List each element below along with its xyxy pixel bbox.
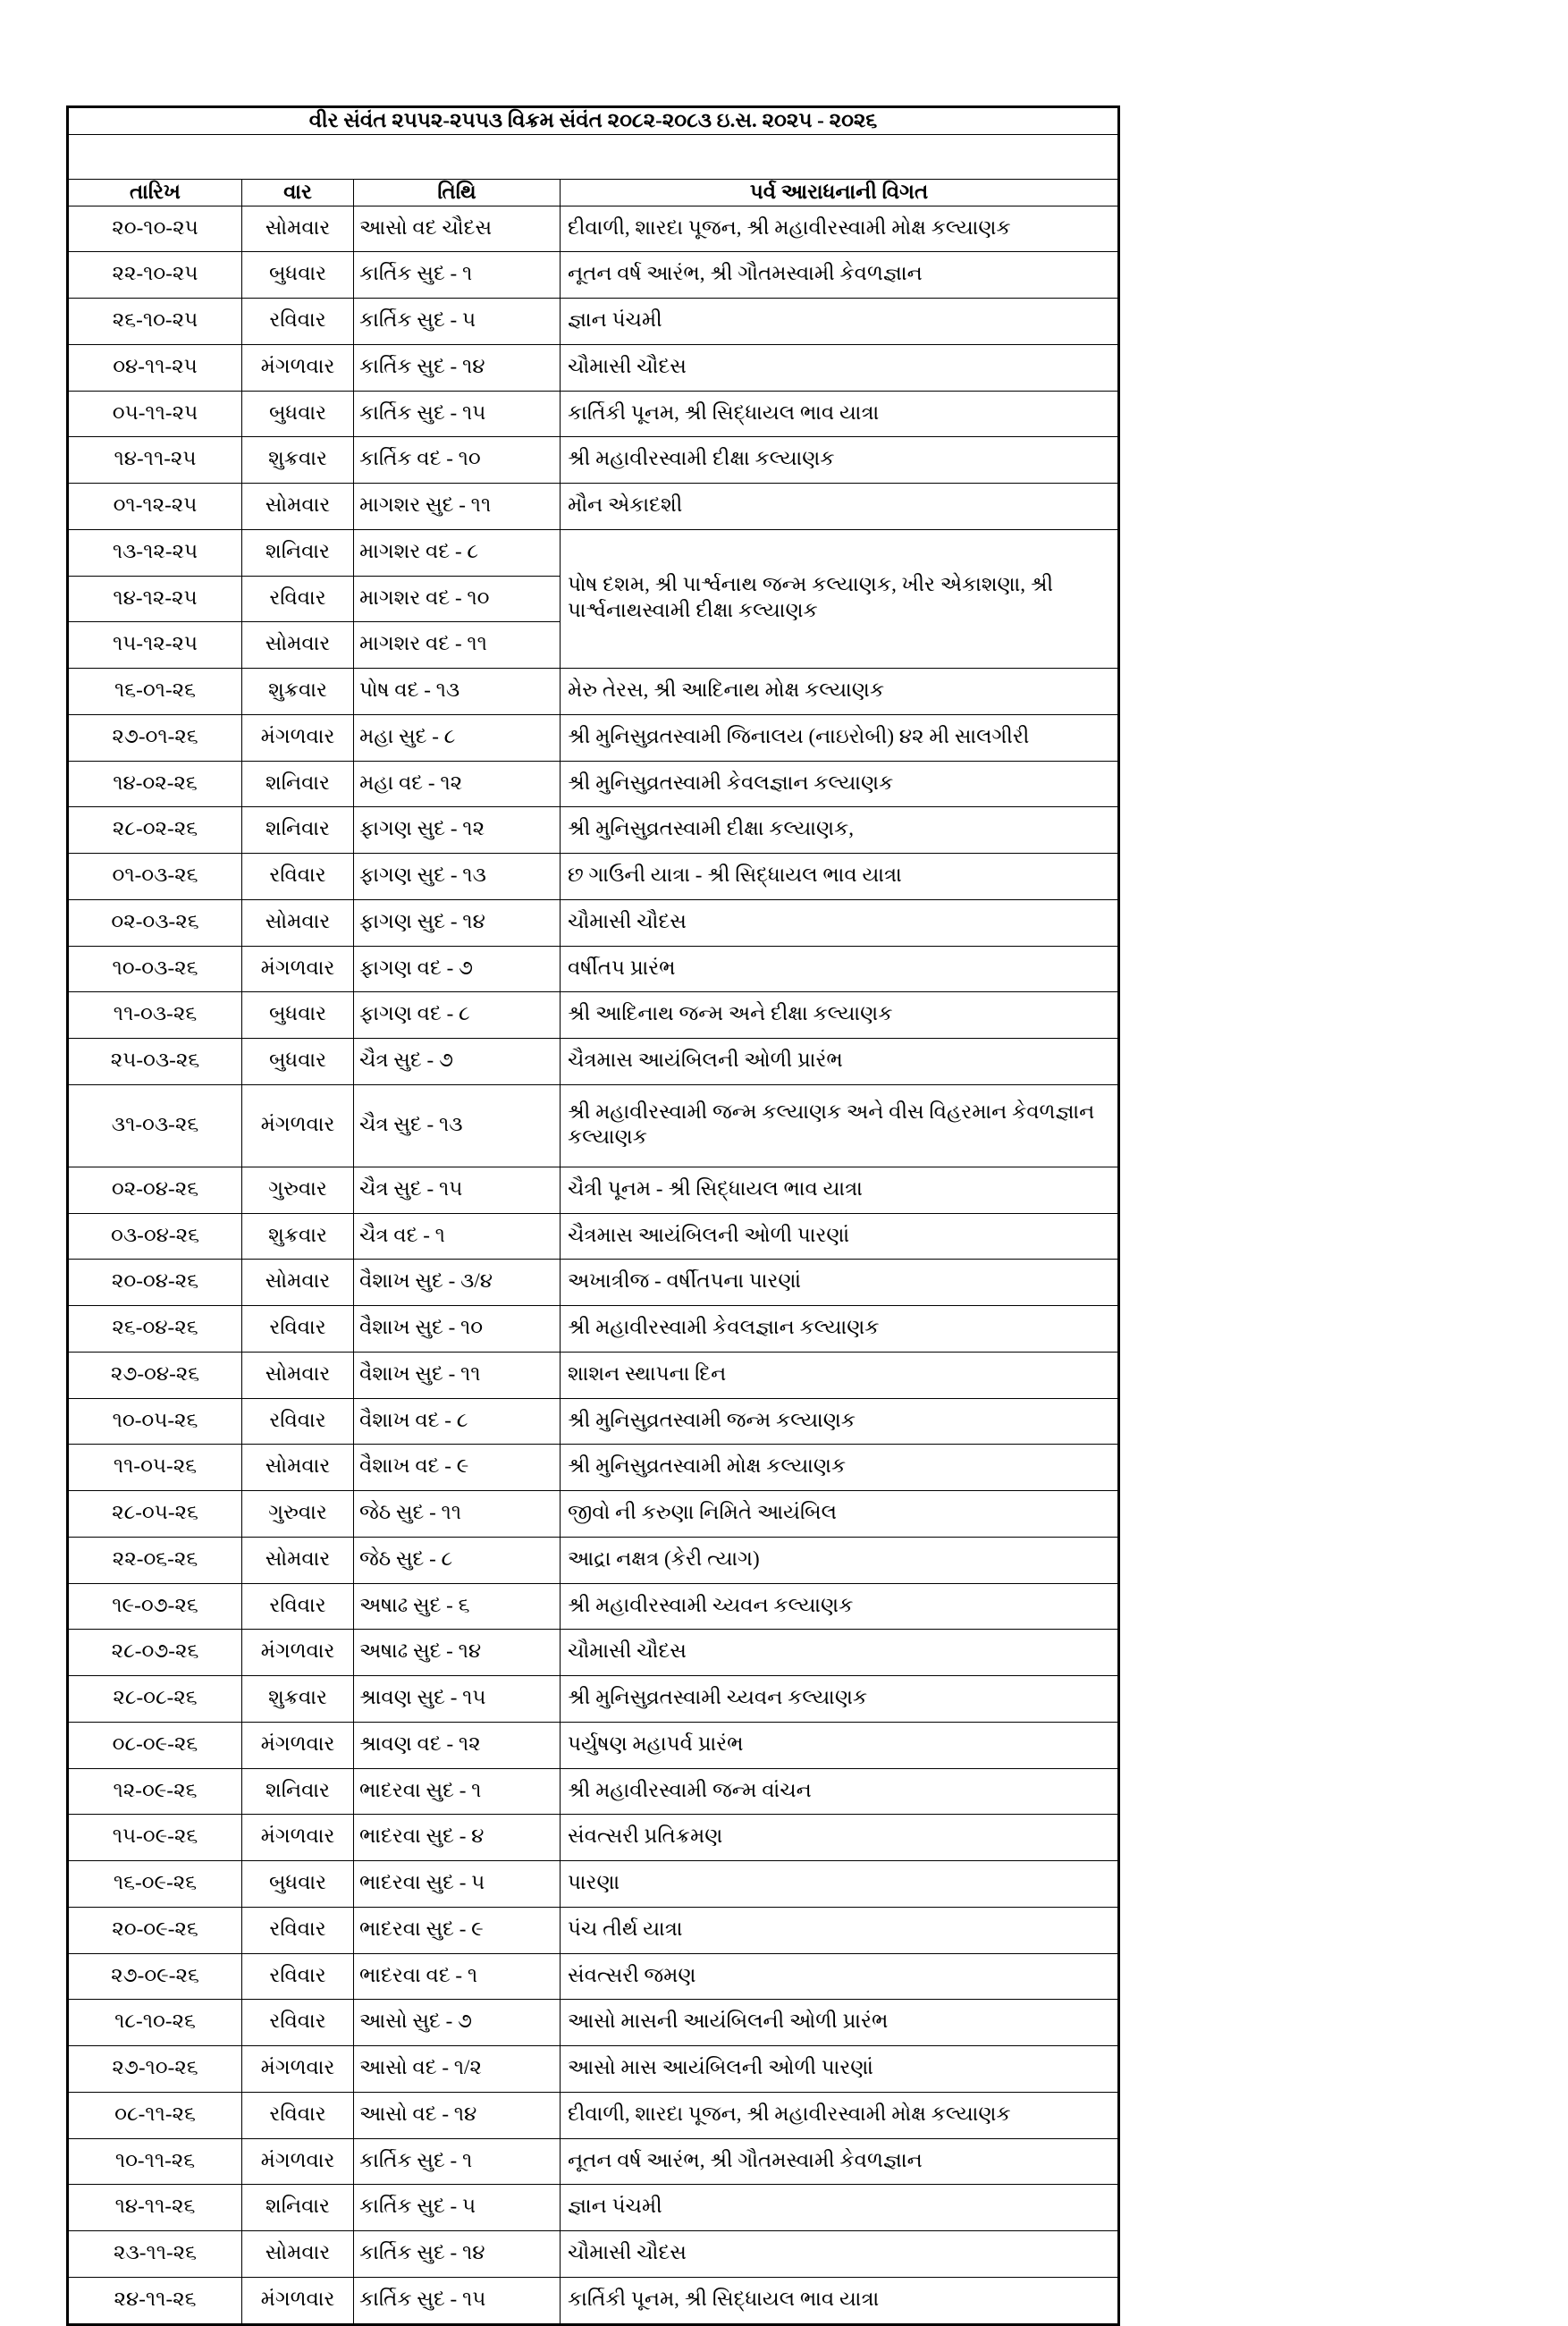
cell-date: ૧૮-૧૦-૨૬ — [68, 2000, 242, 2046]
cell-tithi: કાર્તિક સુદ - ૧ — [354, 2138, 561, 2185]
cell-tithi: કાર્તિક સુદ - ૧૫ — [354, 391, 561, 437]
table-body — [68, 206, 1119, 2324]
cell-description: શ્રી મુનિસુવ્રતસ્વામી જન્મ કલ્યાણક — [561, 1398, 1119, 1445]
cell-day: મંગળવાર — [242, 1722, 354, 1768]
cell-day: સોમવાર — [242, 1260, 354, 1306]
cell-tithi: ફાગણ વદ - ૭ — [354, 946, 561, 992]
cell-day: શુક્રવાર — [242, 437, 354, 484]
table-row — [68, 344, 1119, 391]
cell-tithi: માગશર સુદ - ૧૧ — [354, 484, 561, 530]
cell-description: શ્રી મહાવીરસ્વામી જન્મ વાંચન — [561, 1768, 1119, 1815]
cell-day: રવિવાર — [242, 2000, 354, 2046]
table-row — [68, 299, 1119, 345]
cell-date: ૧૯-૦૭-૨૬ — [68, 1583, 242, 1630]
cell-day: મંગળવાર — [242, 1630, 354, 1676]
table-row — [68, 1630, 1119, 1676]
table-row — [68, 1352, 1119, 1398]
column-header-row — [68, 179, 1119, 206]
cell-date: ૨૭-૧૦-૨૬ — [68, 2046, 242, 2093]
cell-tithi: આસો વદ ચૌદસ — [354, 206, 561, 252]
cell-date: ૧૬-૦૯-૨૬ — [68, 1861, 242, 1908]
cell-day: શનિવાર — [242, 807, 354, 854]
cell-date: ૦૩-૦૪-૨૬ — [68, 1213, 242, 1260]
cell-description: શ્રી મુનિસુવ્રતસ્વામી ચ્યવન કલ્યાણક — [561, 1676, 1119, 1723]
cell-day: શુક્રવાર — [242, 1213, 354, 1260]
cell-tithi: આસો સુદ - ૭ — [354, 2000, 561, 2046]
table-row — [68, 2231, 1119, 2278]
table-row — [68, 206, 1119, 252]
spacer-row — [68, 134, 1119, 179]
cell-tithi: ફાગણ સુદ - ૧૨ — [354, 807, 561, 854]
cell-day: રવિવાર — [242, 2092, 354, 2138]
cell-description: દીવાળી, શારદા પૂજન, શ્રી મહાવીરસ્વામી મોક્ષ કલ્યાણક — [561, 206, 1119, 252]
table-row — [68, 2092, 1119, 2138]
cell-date: ૨૨-૧૦-૨૫ — [68, 252, 242, 299]
cell-tithi: કાર્તિક વદ - ૧૦ — [354, 437, 561, 484]
cell-day: બુધવાર — [242, 1039, 354, 1085]
table-row — [68, 2046, 1119, 2093]
cell-day: મંગળવાર — [242, 2138, 354, 2185]
table-head — [68, 107, 1119, 206]
cell-date: ૧૦-૦૩-૨૬ — [68, 946, 242, 992]
cell-date: ૧૨-૦૯-૨૬ — [68, 1768, 242, 1815]
table-row — [68, 529, 1119, 576]
table-row — [68, 1537, 1119, 1583]
cell-description: ચૈત્રમાસ આયંબિલની ઓળી પ્રારંભ — [561, 1039, 1119, 1085]
cell-tithi: ચૈત્ર સુદ - ૭ — [354, 1039, 561, 1085]
cell-description: જ્ઞાન પંચમી — [561, 299, 1119, 345]
cell-description: પારણા — [561, 1861, 1119, 1908]
cell-tithi: ફાગણ સુદ - ૧૩ — [354, 854, 561, 900]
cell-day: રવિવાર — [242, 854, 354, 900]
cell-day: સોમવાર — [242, 206, 354, 252]
cell-day: શુક્રવાર — [242, 1676, 354, 1723]
cell-tithi: કાર્તિક સુદ - ૧૪ — [354, 344, 561, 391]
cell-tithi: શ્રાવણ વદ - ૧૨ — [354, 1722, 561, 1768]
cell-date: ૧૧-૦૫-૨૬ — [68, 1445, 242, 1491]
cell-tithi: કાર્તિક સુદ - ૧૪ — [354, 2231, 561, 2278]
cell-description: આસો માસ આયંબિલની ઓળી પારણાં — [561, 2046, 1119, 2093]
cell-day: બુધવાર — [242, 1861, 354, 1908]
cell-tithi: મહા સુદ - ૮ — [354, 714, 561, 761]
cell-description: છ ગાઉની યાત્રા - શ્રી સિદ્ધાયલ ભાવ યાત્રા — [561, 854, 1119, 900]
cell-date: ૧૩-૧૨-૨૫ — [68, 529, 242, 576]
cell-date: ૨૦-૦૯-૨૬ — [68, 1907, 242, 1953]
cell-tithi: માગશર વદ - ૮ — [354, 529, 561, 576]
cell-date: ૧૦-૦૫-૨૬ — [68, 1398, 242, 1445]
table-row — [68, 669, 1119, 715]
cell-description: શ્રી મહાવીરસ્વામી દીક્ષા કલ્યાણક — [561, 437, 1119, 484]
calendar-page — [66, 105, 1117, 2326]
cell-day: સોમવાર — [242, 1352, 354, 1398]
cell-day: મંગળવાર — [242, 1084, 354, 1167]
cell-date: ૨૫-૦૩-૨૬ — [68, 1039, 242, 1085]
cell-date: ૦૪-૧૧-૨૫ — [68, 344, 242, 391]
cell-date: ૩૧-૦૩-૨૬ — [68, 1084, 242, 1167]
cell-day: રવિવાર — [242, 299, 354, 345]
cell-day: રવિવાર — [242, 1907, 354, 1953]
cell-date: ૧૦-૧૧-૨૬ — [68, 2138, 242, 2185]
table-row — [68, 946, 1119, 992]
cell-day: શુક્રવાર — [242, 669, 354, 715]
cell-description: ચૌમાસી ચૌદસ — [561, 2231, 1119, 2278]
table-row — [68, 391, 1119, 437]
cell-tithi: કાર્તિક સુદ - ૫ — [354, 2185, 561, 2231]
cell-day: મંગળવાર — [242, 344, 354, 391]
cell-day: શનિવાર — [242, 1768, 354, 1815]
table-row — [68, 2277, 1119, 2324]
cell-description: શ્રી મુનિસુવ્રતસ્વામી દીક્ષા કલ્યાણક, — [561, 807, 1119, 854]
table-row — [68, 714, 1119, 761]
cell-tithi: ચૈત્ર સુદ - ૧૫ — [354, 1167, 561, 1213]
cell-tithi: વૈશાખ સુદ - ૧૧ — [354, 1352, 561, 1398]
cell-day: સોમવાર — [242, 622, 354, 669]
cell-description: શ્રી મુનિસુવ્રતસ્વામી જિનાલય (નાઇરોબી) ૪૨ મી સાલગીરી — [561, 714, 1119, 761]
cell-day: શનિવાર — [242, 529, 354, 576]
cell-date: ૨૮-૦૭-૨૬ — [68, 1630, 242, 1676]
table-row — [68, 899, 1119, 946]
cell-date: ૨૬-૦૪-૨૬ — [68, 1306, 242, 1353]
cell-day: રવિવાર — [242, 1398, 354, 1445]
cell-date: ૦૨-૦૪-૨૬ — [68, 1167, 242, 1213]
cell-date: ૧૪-૧૨-૨૫ — [68, 576, 242, 622]
table-row — [68, 252, 1119, 299]
table-row — [68, 1583, 1119, 1630]
cell-day: મંગળવાર — [242, 2277, 354, 2324]
cell-description: સંવત્સરી પ્રતિક્રમણ — [561, 1815, 1119, 1861]
cell-description: શ્રી મહાવીરસ્વામી કેવલજ્ઞાન કલ્યાણક — [561, 1306, 1119, 1353]
cell-tithi: ફાગણ વદ - ૮ — [354, 992, 561, 1039]
cell-date: ૨૨-૦૬-૨૬ — [68, 1537, 242, 1583]
table-row — [68, 1676, 1119, 1723]
title-row — [68, 107, 1119, 135]
cell-tithi: ભાદરવા વદ - ૧ — [354, 1953, 561, 2000]
spacer-cell — [68, 134, 1119, 179]
cell-description: દીવાળી, શારદા પૂજન, શ્રી મહાવીરસ્વામી મોક્ષ કલ્યાણક — [561, 2092, 1119, 2138]
cell-date: ૨૭-૦૪-૨૬ — [68, 1352, 242, 1398]
cell-day: રવિવાર — [242, 1306, 354, 1353]
cell-tithi: આસો વદ - ૧/૨ — [354, 2046, 561, 2093]
table-row — [68, 1260, 1119, 1306]
cell-description: પર્યુષણ મહાપર્વ પ્રારંભ — [561, 1722, 1119, 1768]
cell-description: શ્રી આદિનાથ જન્મ અને દીક્ષા કલ્યાણક — [561, 992, 1119, 1039]
cell-description: શ્રી મુનિસુવ્રતસ્વામી કેવલજ્ઞાન કલ્યાણક — [561, 761, 1119, 807]
cell-tithi: માગશર વદ - ૧૦ — [354, 576, 561, 622]
cell-tithi: કાર્તિક સુદ - ૫ — [354, 299, 561, 345]
cell-description: જ્ઞાન પંચમી — [561, 2185, 1119, 2231]
cell-tithi: પોષ વદ - ૧૩ — [354, 669, 561, 715]
table-row — [68, 2185, 1119, 2231]
cell-day: સોમવાર — [242, 1537, 354, 1583]
cell-tithi: ભાદરવા સુદ - ૯ — [354, 1907, 561, 1953]
table-row — [68, 1084, 1119, 1167]
cell-day: મંગળવાર — [242, 2046, 354, 2093]
cell-tithi: વૈશાખ સુદ - ૩/૪ — [354, 1260, 561, 1306]
table-row — [68, 1907, 1119, 1953]
cell-date: ૨૮-૦૨-૨૬ — [68, 807, 242, 854]
table-row — [68, 807, 1119, 854]
cell-date: ૨૭-૦૯-૨૬ — [68, 1953, 242, 2000]
cell-description: શ્રી મહાવીરસ્વામી ચ્યવન કલ્યાણક — [561, 1583, 1119, 1630]
cell-date: ૦૧-૦૩-૨૬ — [68, 854, 242, 900]
table-row — [68, 1445, 1119, 1491]
table-row — [68, 854, 1119, 900]
table-row — [68, 2000, 1119, 2046]
cell-date: ૧૪-૧૧-૨૫ — [68, 437, 242, 484]
cell-date: ૦૧-૧૨-૨૫ — [68, 484, 242, 530]
cell-tithi: મહા વદ - ૧૨ — [354, 761, 561, 807]
header-tithi: તિથિ — [354, 179, 561, 206]
cell-description: નૂતન વર્ષ આરંભ, શ્રી ગૌતમસ્વામી કેવળજ્ઞાન — [561, 252, 1119, 299]
cell-description: પોષ દશમ, શ્રી પાર્શ્વનાથ જન્મ કલ્યાણક, ખીર એકાશણા, શ્રી પાર્શ્વનાથસ્વામી દીક્ષા કલ્યાણક — [561, 529, 1119, 668]
cell-day: ગુરુવાર — [242, 1491, 354, 1538]
table-row — [68, 1398, 1119, 1445]
cell-description: કાર્તિકી પૂનમ, શ્રી સિદ્ધાયલ ભાવ યાત્રા — [561, 391, 1119, 437]
cell-date: ૧૫-૧૨-૨૫ — [68, 622, 242, 669]
cell-tithi: અષાઢ સુદ - ૬ — [354, 1583, 561, 1630]
cell-description: ચૈત્રી પૂનમ - શ્રી સિદ્ધાયલ ભાવ યાત્રા — [561, 1167, 1119, 1213]
table-row — [68, 761, 1119, 807]
document-title: વીર સંવંત ૨૫૫૨-૨૫૫૩ વિક્રમ સંવંત ૨૦૮૨-૨૦૮૩ ઇ.સ. ૨૦૨૫ - ૨૦૨૬ — [68, 107, 1119, 135]
cell-day: મંગળવાર — [242, 714, 354, 761]
cell-date: ૦૫-૧૧-૨૫ — [68, 391, 242, 437]
cell-day: બુધવાર — [242, 992, 354, 1039]
cell-date: ૦૮-૦૯-૨૬ — [68, 1722, 242, 1768]
cell-tithi: ભાદરવા સુદ - ૫ — [354, 1861, 561, 1908]
cell-date: ૧૫-૦૯-૨૬ — [68, 1815, 242, 1861]
cell-description: વર્ષીતપ પ્રારંભ — [561, 946, 1119, 992]
cell-tithi: ભાદરવા સુદ - ૧ — [354, 1768, 561, 1815]
cell-tithi: આસો વદ - ૧૪ — [354, 2092, 561, 2138]
cell-description: આસો માસની આયંબિલની ઓળી પ્રારંભ — [561, 2000, 1119, 2046]
cell-tithi: કાર્તિક સુદ - ૧૫ — [354, 2277, 561, 2324]
cell-description: ચૈત્રમાસ આયંબિલની ઓળી પારણાં — [561, 1213, 1119, 1260]
cell-tithi: શ્રાવણ સુદ - ૧૫ — [354, 1676, 561, 1723]
cell-date: ૨૪-૧૧-૨૬ — [68, 2277, 242, 2324]
cell-description: ચૌમાસી ચૌદસ — [561, 1630, 1119, 1676]
cell-date: ૧૪-૦૨-૨૬ — [68, 761, 242, 807]
cell-day: સોમવાર — [242, 1445, 354, 1491]
cell-description: પંચ તીર્થ યાત્રા — [561, 1907, 1119, 1953]
cell-day: બુધવાર — [242, 391, 354, 437]
cell-day: મંગળવાર — [242, 946, 354, 992]
cell-tithi: ચૈત્ર વદ - ૧ — [354, 1213, 561, 1260]
cell-description: શ્રી મહાવીરસ્વામી જન્મ કલ્યાણક અને વીસ વિહરમાન કેવળજ્ઞાન કલ્યાણક — [561, 1084, 1119, 1167]
table-row — [68, 484, 1119, 530]
cell-day: શનિવાર — [242, 761, 354, 807]
cell-description: ચૌમાસી ચૌદસ — [561, 899, 1119, 946]
cell-date: ૨૭-૦૧-૨૬ — [68, 714, 242, 761]
table-row — [68, 437, 1119, 484]
header-description: પર્વ આરાધનાની વિગત — [561, 179, 1119, 206]
table-row — [68, 1722, 1119, 1768]
cell-date: ૨૮-૦૮-૨૬ — [68, 1676, 242, 1723]
cell-description: શ્રી મુનિસુવ્રતસ્વામી મોક્ષ કલ્યાણક — [561, 1445, 1119, 1491]
cell-date: ૨૬-૧૦-૨૫ — [68, 299, 242, 345]
cell-date: ૧૪-૧૧-૨૬ — [68, 2185, 242, 2231]
table-row — [68, 1861, 1119, 1908]
cell-date: ૨૦-૧૦-૨૫ — [68, 206, 242, 252]
cell-date: ૧૧-૦૩-૨૬ — [68, 992, 242, 1039]
cell-date: ૨૮-૦૫-૨૬ — [68, 1491, 242, 1538]
table-row — [68, 992, 1119, 1039]
cell-day: રવિવાર — [242, 1583, 354, 1630]
cell-description: આદ્રા નક્ષત્ર (કેરી ત્યાગ) — [561, 1537, 1119, 1583]
cell-day: સોમવાર — [242, 484, 354, 530]
cell-tithi: વૈશાખ વદ - ૮ — [354, 1398, 561, 1445]
table-row — [68, 1768, 1119, 1815]
cell-tithi: ચૈત્ર સુદ - ૧૩ — [354, 1084, 561, 1167]
table-row — [68, 1815, 1119, 1861]
cell-description: કાર્તિકી પૂનમ, શ્રી સિદ્ધાયલ ભાવ યાત્રા — [561, 2277, 1119, 2324]
cell-tithi: જેઠ સુદ - ૧૧ — [354, 1491, 561, 1538]
cell-day: બુધવાર — [242, 252, 354, 299]
table-row — [68, 1953, 1119, 2000]
cell-day: રવિવાર — [242, 576, 354, 622]
table-row — [68, 1039, 1119, 1085]
table-row — [68, 2138, 1119, 2185]
cell-day: સોમવાર — [242, 899, 354, 946]
cell-description: અખાત્રીજ - વર્ષીતપના પારણાં — [561, 1260, 1119, 1306]
table-row — [68, 1167, 1119, 1213]
cell-description: જીવો ની કરુણા નિમિતે આયંબિલ — [561, 1491, 1119, 1538]
cell-description: સંવત્સરી જમણ — [561, 1953, 1119, 2000]
table-row — [68, 1491, 1119, 1538]
cell-tithi: કાર્તિક સુદ - ૧ — [354, 252, 561, 299]
cell-description: શાશન સ્થાપના દિન — [561, 1352, 1119, 1398]
jain-festival-calendar-table — [66, 105, 1120, 2326]
cell-description: મૌન એકાદશી — [561, 484, 1119, 530]
cell-date: ૦૮-૧૧-૨૬ — [68, 2092, 242, 2138]
cell-day: સોમવાર — [242, 2231, 354, 2278]
cell-tithi: માગશર વદ - ૧૧ — [354, 622, 561, 669]
cell-tithi: વૈશાખ સુદ - ૧૦ — [354, 1306, 561, 1353]
cell-date: ૦૨-૦૩-૨૬ — [68, 899, 242, 946]
cell-date: ૨૩-૧૧-૨૬ — [68, 2231, 242, 2278]
cell-tithi: અષાઢ સુદ - ૧૪ — [354, 1630, 561, 1676]
cell-day: શનિવાર — [242, 2185, 354, 2231]
cell-day: મંગળવાર — [242, 1815, 354, 1861]
cell-day: રવિવાર — [242, 1953, 354, 2000]
cell-tithi: ભાદરવા સુદ - ૪ — [354, 1815, 561, 1861]
cell-description: નૂતન વર્ષ આરંભ, શ્રી ગૌતમસ્વામી કેવળજ્ઞાન — [561, 2138, 1119, 2185]
cell-tithi: ફાગણ સુદ - ૧૪ — [354, 899, 561, 946]
table-row — [68, 1213, 1119, 1260]
cell-tithi: જેઠ સુદ - ૮ — [354, 1537, 561, 1583]
cell-date: ૧૬-૦૧-૨૬ — [68, 669, 242, 715]
header-day: વાર — [242, 179, 354, 206]
cell-tithi: વૈશાખ વદ - ૯ — [354, 1445, 561, 1491]
cell-description: ચૌમાસી ચૌદસ — [561, 344, 1119, 391]
header-date: તારિખ — [68, 179, 242, 206]
cell-description: મેરુ તેરસ, શ્રી આદિનાથ મોક્ષ કલ્યાણક — [561, 669, 1119, 715]
cell-date: ૨૦-૦૪-૨૬ — [68, 1260, 242, 1306]
cell-day: ગુરુવાર — [242, 1167, 354, 1213]
table-row — [68, 1306, 1119, 1353]
